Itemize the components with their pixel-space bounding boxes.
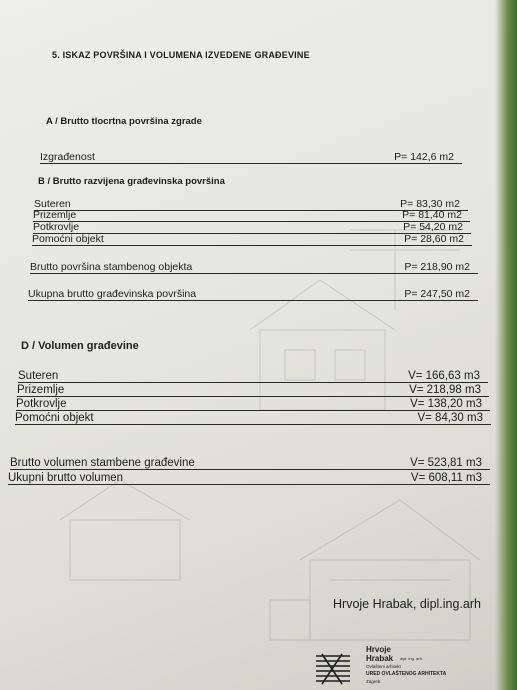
row-value: V= 523,81 m3 (410, 457, 482, 469)
section-a-title: A / Brutto tlocrtna površina zgrade (46, 116, 202, 127)
section-b-title: B / Brutto razvijena građevinska površina (38, 176, 225, 187)
row-value: V= 138,20 m3 (410, 398, 482, 410)
stamp-line3: Ovlašteni arhitekt (366, 664, 401, 669)
stamp-logo-icon (312, 650, 358, 690)
row-label: Izgrađenost (40, 151, 95, 163)
row-label: Brutto volumen stambene građevine (10, 457, 195, 469)
row-suteren-volume (18, 368, 488, 383)
row-value: V= 166,63 m3 (408, 370, 480, 382)
stamp-line4: URED OVLAŠTENOG ARHITEKTA (366, 671, 447, 677)
row-label: Ukupna brutto građevinska površina (28, 288, 197, 300)
row-label: Pomoćni objekt (15, 412, 94, 424)
row-value: P= 247,50 m2 (404, 288, 470, 300)
row-pomocni-area (32, 233, 472, 246)
row-value: P= 28,60 m2 (404, 233, 464, 245)
row-label: Brutto površina stambenog objekta (30, 261, 193, 273)
row-ukupni-volume (8, 470, 490, 485)
signer-name: Hrvoje Hrabak, dipl.ing.arh (333, 597, 481, 611)
row-value: P= 54,20 m2 (403, 221, 463, 233)
row-value: P= 81,40 m2 (402, 209, 462, 221)
row-value: P= 142,6 m2 (394, 151, 454, 163)
stamp-line2: Hrabak (366, 654, 394, 663)
architect-stamp (312, 642, 472, 690)
row-label: Suteren (18, 370, 59, 382)
stamp-line2-suffix: dipl. ing. arh. (400, 656, 423, 661)
row-value: P= 83,30 m2 (400, 198, 460, 210)
row-value: P= 218,90 m2 (404, 261, 470, 273)
row-izgradenost (40, 151, 462, 164)
row-label: Potkrovlje (33, 221, 80, 233)
row-brutto-stambeni-area (30, 261, 478, 274)
row-label: Prizemlje (17, 384, 65, 396)
row-ukupna-area (28, 288, 478, 301)
row-brutto-stambeni-volume (10, 455, 490, 470)
row-label: Potkrovlje (16, 398, 67, 410)
row-label: Suteren (34, 198, 71, 210)
row-value: V= 608,11 m3 (410, 472, 482, 484)
row-potkrovlje-volume (16, 396, 490, 411)
row-label: Ukupni brutto volumen (8, 472, 124, 484)
page-edge-shadow (495, 0, 517, 690)
row-value: V= 84,30 m3 (417, 412, 483, 424)
row-label: Prizemlje (33, 209, 77, 221)
row-label: Pomoćni objekt (32, 233, 104, 245)
row-value: V= 218,98 m3 (409, 384, 481, 396)
row-pomocni-volume (15, 410, 491, 425)
row-prizemlje-volume (17, 382, 489, 397)
section-d-title: D / Volumen građevine (21, 340, 139, 352)
page-heading: 5. ISKAZ POVRŠINA I VOLUMENA IZVEDENE GRAĐEVINE (52, 50, 310, 60)
stamp-line1: Hrvoje (366, 645, 391, 654)
stamp-line5: Zagreb (366, 679, 381, 684)
